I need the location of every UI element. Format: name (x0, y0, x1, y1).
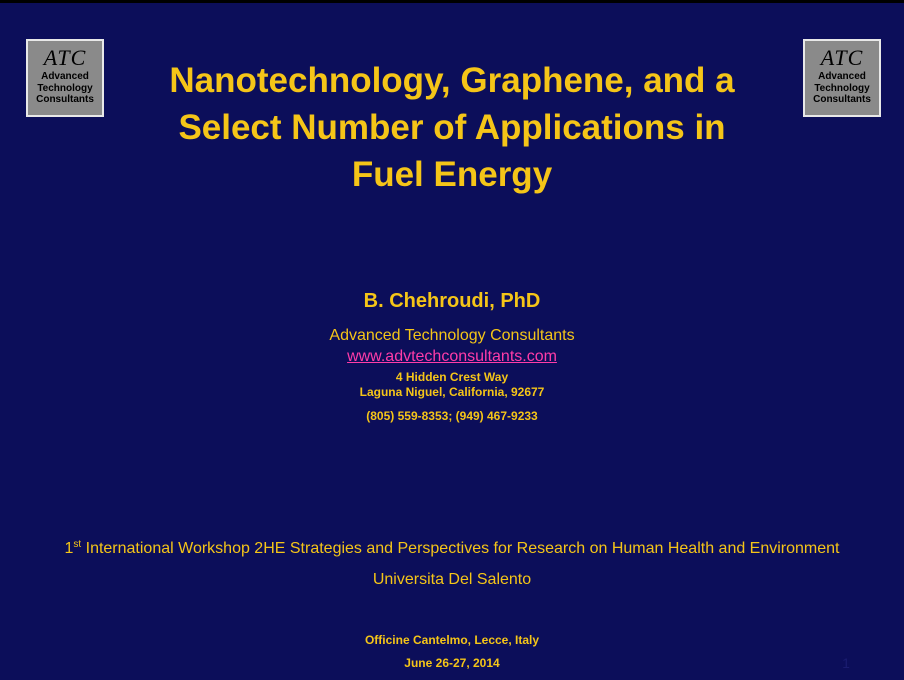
workshop-name: International Workshop 2HE Strategies and Perspectives for Research on Human Health and Environment (81, 540, 840, 557)
logo-mark: ATC (820, 45, 864, 70)
logo-name-line3: Consultants (813, 94, 871, 105)
atc-logo-left (26, 39, 104, 117)
author-organization: Advanced Technology Consultants (329, 327, 575, 344)
logo-name-line2: Technology (814, 82, 870, 94)
slide-title (110, 57, 794, 198)
address-street: 4 Hidden Crest Way (395, 370, 509, 384)
university-name: Universita Del Salento (372, 571, 532, 588)
title-line-3: Fuel Energy (351, 155, 553, 194)
phone-numbers: (805) 559-8353; (949) 467-9233 (366, 409, 538, 423)
page-number: 1 (842, 655, 850, 671)
title-line-2: Select Number of Applications in (178, 108, 726, 147)
title-line-1: Nanotechnology, Graphene, and a (169, 61, 735, 100)
atc-logo-right (803, 39, 881, 117)
website-link[interactable]: www.advtechconsultants.com (347, 348, 557, 365)
logo-name-line1: Advanced (41, 71, 89, 82)
logo-name-line2: Technology (37, 82, 93, 94)
ordinal-number: 1 (64, 540, 74, 557)
address-city: Laguna Niguel, California, 92677 (359, 385, 545, 399)
logo-name-line3: Consultants (36, 94, 94, 105)
event-date: June 26-27, 2014 (404, 656, 500, 670)
ordinal-suffix: st (73, 539, 82, 550)
venue: Officine Cantelmo, Lecce, Italy (364, 633, 540, 647)
logo-mark: ATC (43, 45, 87, 70)
workshop-title (0, 538, 904, 560)
logo-name-line1: Advanced (818, 71, 866, 82)
author-name: B. Chehroudi, PhD (363, 290, 541, 312)
